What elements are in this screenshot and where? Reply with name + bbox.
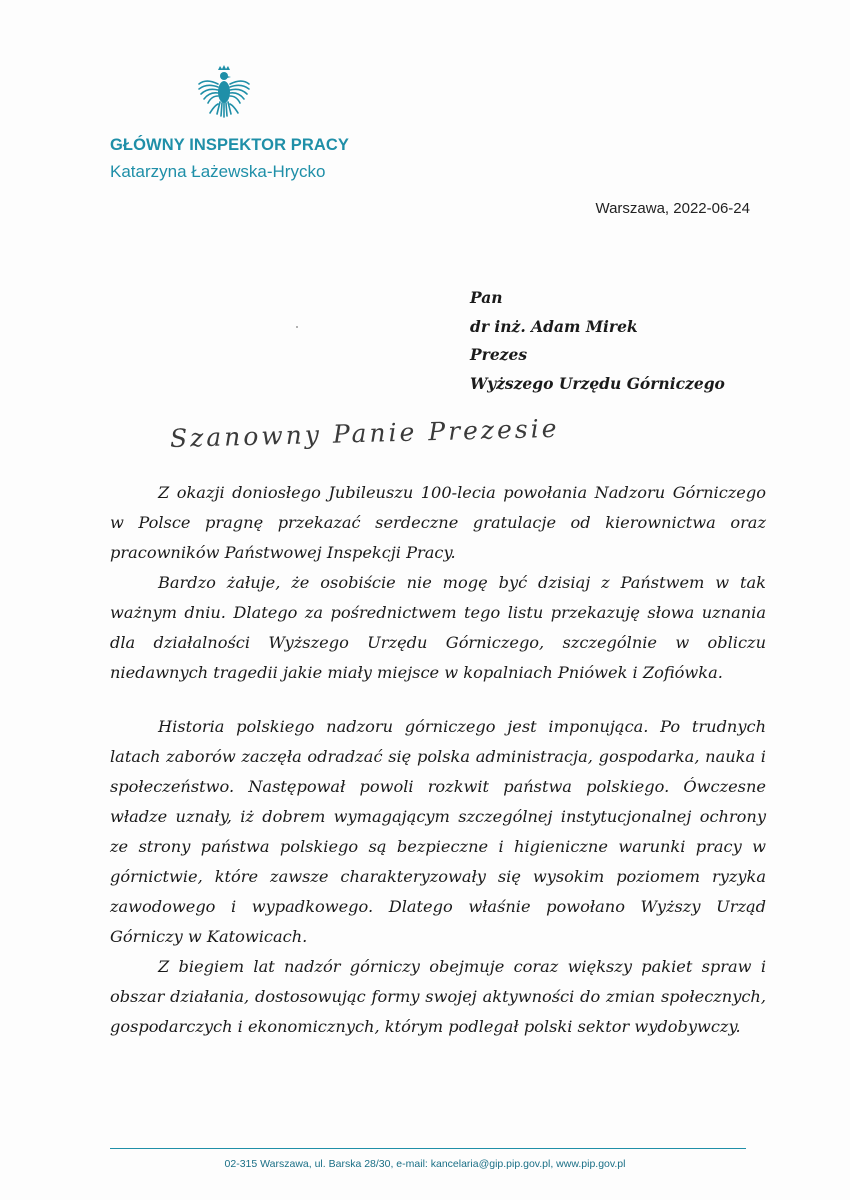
addressee-line: Wyższego Urzędu Górniczego <box>470 373 725 393</box>
addressee-line: Pan <box>470 288 503 307</box>
letter-paragraph: Z okazji doniosłego Jubileuszu 100-lecia powołania Nadzoru Górniczego w Polsce pragnę przekazać serdeczne gratulacje od kierownictwa oraz pracowników Państwowej Inspekcji Pracy. <box>110 483 766 562</box>
addressee-block <box>470 284 725 398</box>
polish-eagle-emblem-icon <box>196 64 252 124</box>
scan-speck <box>296 326 298 328</box>
handwritten-salutation: Szanowny Panie Prezesie <box>169 413 560 453</box>
letter-paragraph: Bardzo żałuje, że osobiście nie mogę być dzisiaj z Państwem w tak ważnym dniu. Dlatego za pośrednictwem tego listu przekazuję słowa uznania dla działalności Wyższego Urzędu Górniczego, szczególnie w obliczu niedawnych tragedii jakie miały miejsce w kopalniach Pniówek i Zofiówka. <box>110 573 766 682</box>
footer-divider <box>110 1148 746 1149</box>
letter-paragraph: Z biegiem lat nadzór górniczy obejmuje coraz większy pakiet spraw i obszar działania, dostosowując formy swojej aktywności do zmian społecznych, gospodarczych i ekonomicznych, którym podlegał polski sektor wydobywczy. <box>110 957 766 1036</box>
addressee-line: dr inż. Adam Mirek <box>470 316 638 336</box>
addressee-line: Prezes <box>470 345 528 364</box>
date-line: Warszawa, 2022-06-24 <box>595 200 750 217</box>
letter-body <box>110 478 766 1042</box>
inspector-name: Katarzyna Łażewska-Hrycko <box>110 162 326 181</box>
footer-contact: 02-315 Warszawa, ul. Barska 28/30, e-mail: kancelaria@gip.pip.gov.pl, www.pip.gov.pl <box>224 1158 626 1170</box>
letter-paragraph: Historia polskiego nadzoru górniczego jest imponująca. Po trudnych latach zaborów zaczęła odradzać się polska administracja, gospodarka, nauka i społeczeństwo. Następował powoli rozkwit państwa polskiego. Ówczesne władze uznały, iż dobrem wymagającym szczególnej instytucjonalnej ochrony ze strony państwa polskiego są bezpieczne i higieniczne warunki pracy w górnictwie, które zawsze charakteryzowały się wysokim poziomem ryzyka zawodowego i wypadkowego. Dlatego właśnie powołano Wyższy Urząd Górniczy w Katowicach. <box>110 717 766 946</box>
org-title: GŁÓWNY INSPEKTOR PRACY <box>110 136 350 154</box>
